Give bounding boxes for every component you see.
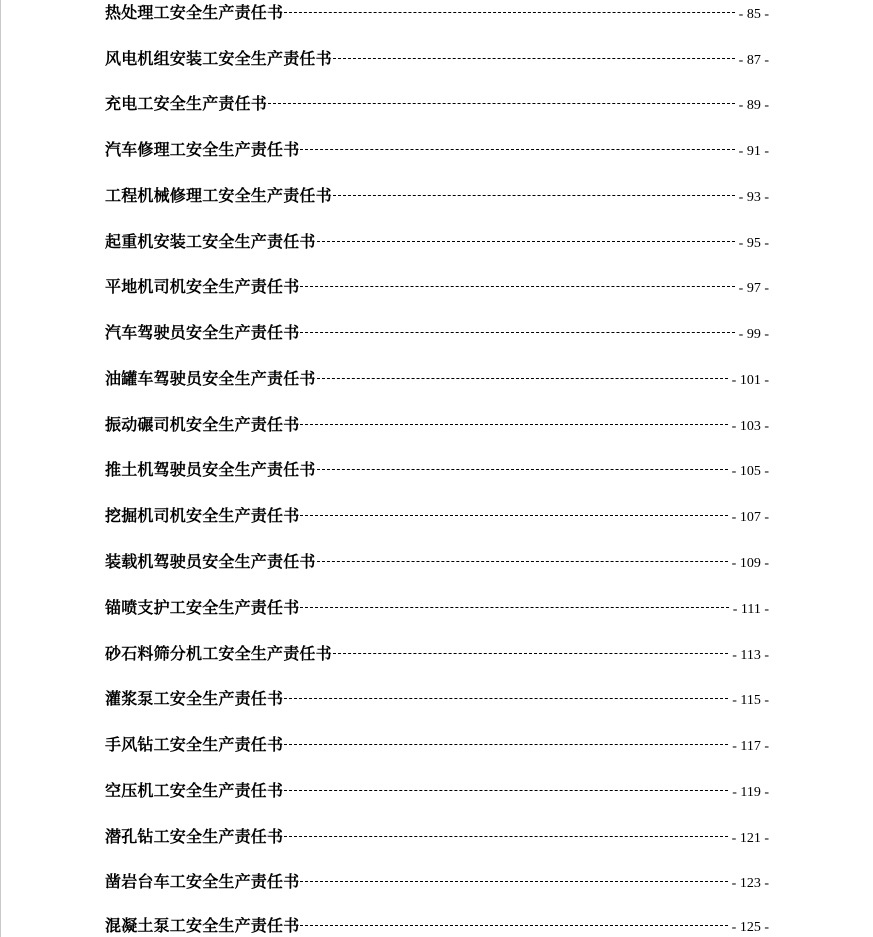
toc-dot-leader — [333, 653, 728, 654]
toc-entry[interactable] — [105, 869, 769, 893]
toc-entry-title[interactable]: 装载机驾驶员安全生产责任书 — [105, 552, 316, 571]
toc-dot-leader — [284, 12, 734, 13]
toc-entry-title[interactable]: 油罐车驾驶员安全生产责任书 — [105, 369, 316, 388]
toc-dot-leader — [317, 241, 735, 242]
toc-page-number[interactable]: - 103 - — [731, 419, 769, 434]
toc-entry-title[interactable]: 振动碾司机安全生产责任书 — [105, 415, 300, 434]
toc-entry[interactable] — [105, 595, 769, 619]
toc-dot-leader — [317, 561, 728, 562]
toc-page-number[interactable]: - 119 - — [732, 785, 769, 800]
toc-entry-title[interactable]: 起重机安装工安全生产责任书 — [105, 232, 316, 251]
toc-entry[interactable] — [105, 46, 769, 70]
toc-page-number[interactable]: - 107 - — [731, 510, 769, 525]
toc-dot-leader — [300, 286, 734, 287]
toc-entry[interactable] — [105, 0, 769, 24]
toc-page-number[interactable]: - 111 - — [732, 602, 769, 617]
toc-entry[interactable] — [105, 549, 769, 573]
toc-entry-title[interactable]: 充电工安全生产责任书 — [105, 94, 268, 113]
toc-entry[interactable] — [105, 824, 769, 848]
toc-entry[interactable] — [105, 183, 769, 207]
toc-page-number[interactable]: - 109 - — [731, 556, 769, 571]
toc-entry-title[interactable]: 汽车修理工安全生产责任书 — [105, 140, 300, 159]
toc-page-number[interactable]: - 97 - — [738, 281, 769, 296]
toc-dot-leader — [268, 103, 735, 104]
toc-entry[interactable] — [105, 91, 769, 115]
toc-dot-leader — [284, 790, 728, 791]
toc-entry[interactable] — [105, 412, 769, 436]
toc-dot-leader — [300, 925, 727, 926]
toc-page-number[interactable]: - 89 - — [738, 98, 769, 113]
toc-entry-title[interactable]: 推土机驾驶员安全生产责任书 — [105, 460, 316, 479]
toc-page-number[interactable]: - 121 - — [731, 831, 769, 846]
toc-entry-title[interactable]: 热处理工安全生产责任书 — [105, 3, 284, 22]
toc-entry[interactable] — [105, 366, 769, 390]
toc-dot-leader — [284, 744, 728, 745]
toc-page-number[interactable]: - 123 - — [731, 876, 769, 891]
toc-dot-leader — [284, 836, 727, 837]
toc-entry-title[interactable]: 平地机司机安全生产责任书 — [105, 277, 300, 296]
toc-page-number[interactable]: - 125 - — [731, 920, 769, 935]
toc-page-number[interactable]: - 85 - — [738, 7, 769, 22]
toc-entry-title[interactable]: 风电机组安装工安全生产责任书 — [105, 49, 332, 68]
toc-page-number[interactable]: - 93 - — [738, 190, 769, 205]
toc-dot-leader — [300, 424, 727, 425]
toc-page-number[interactable]: - 117 - — [732, 739, 769, 754]
toc-entry[interactable] — [105, 641, 769, 665]
toc-page-number[interactable]: - 113 - — [732, 648, 769, 663]
toc-entry-title[interactable]: 潜孔钻工安全生产责任书 — [105, 827, 284, 846]
toc-page-number[interactable]: - 101 - — [731, 373, 769, 388]
toc-dot-leader — [333, 58, 735, 59]
toc-entry-title[interactable]: 手风钻工安全生产责任书 — [105, 735, 284, 754]
toc-entry[interactable] — [105, 732, 769, 756]
toc-dot-leader — [317, 469, 728, 470]
toc-dot-leader — [317, 378, 728, 379]
toc-entry[interactable] — [105, 137, 769, 161]
toc-entry[interactable] — [105, 503, 769, 527]
toc-entry-title[interactable]: 工程机械修理工安全生产责任书 — [105, 186, 332, 205]
toc-page-number[interactable]: - 105 - — [731, 464, 769, 479]
toc-dot-leader — [300, 881, 727, 882]
toc-entry[interactable] — [105, 229, 769, 253]
toc-entry[interactable] — [105, 457, 769, 481]
toc-dot-leader — [300, 515, 727, 516]
toc-entry-title[interactable]: 汽车驾驶员安全生产责任书 — [105, 323, 300, 342]
toc-entry-title[interactable]: 锚喷支护工安全生产责任书 — [105, 598, 300, 617]
toc-entry[interactable] — [105, 686, 769, 710]
toc-dot-leader — [333, 195, 735, 196]
toc-page-number[interactable]: - 87 - — [738, 53, 769, 68]
toc-page-number[interactable]: - 95 - — [738, 236, 769, 251]
toc-dot-leader — [300, 607, 728, 608]
toc-entry[interactable] — [105, 913, 769, 937]
toc-page-number[interactable]: - 99 - — [738, 327, 769, 342]
toc-page-number[interactable]: - 115 - — [732, 693, 769, 708]
toc-entry-title[interactable]: 灌浆泵工安全生产责任书 — [105, 689, 284, 708]
toc-dot-leader — [284, 698, 728, 699]
toc-dot-leader — [300, 332, 734, 333]
toc-entry[interactable] — [105, 274, 769, 298]
toc-entry-title[interactable]: 混凝土泵工安全生产责任书 — [105, 916, 300, 935]
toc-entry-title[interactable]: 空压机工安全生产责任书 — [105, 781, 284, 800]
page-left-border — [0, 0, 1, 937]
toc-dot-leader — [300, 149, 734, 150]
toc-entry[interactable] — [105, 778, 769, 802]
toc-entry[interactable] — [105, 320, 769, 344]
toc-entry-title[interactable]: 凿岩台车工安全生产责任书 — [105, 872, 300, 891]
toc-entry-title[interactable]: 砂石料筛分机工安全生产责任书 — [105, 644, 332, 663]
toc-page-number[interactable]: - 91 - — [738, 144, 769, 159]
toc-entry-title[interactable]: 挖掘机司机安全生产责任书 — [105, 506, 300, 525]
